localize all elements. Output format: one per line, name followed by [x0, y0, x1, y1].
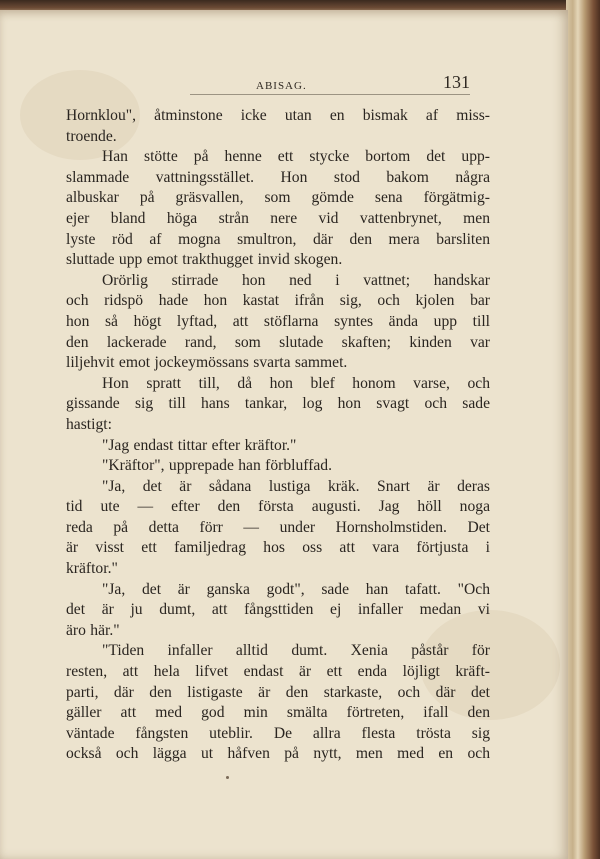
body-text [66, 106, 490, 765]
text-line: väntade fångsten uteblir. De allra flesta trösta sig [66, 724, 490, 742]
text-line: "Ja, det är sådana lustiga kräk. Snart är deras [102, 477, 490, 495]
text-line: Orörlig stirrade hon ned i vattnet; handskar [102, 271, 490, 289]
text-line: ejer bland höga strån nere vid vattenbrynet, men [66, 209, 490, 227]
text-line: slammade vattningsstället. Hon stod bakom några [66, 168, 490, 186]
text-line: albuskar på gräsvallen, som gömde sena förgätmig- [66, 189, 490, 207]
text-line: "Kräftor", upprepade han förbluffad. [102, 457, 333, 475]
text-line: Hornklou", åtminstone icke utan en bismak af miss- [66, 107, 490, 124]
text-line: Han stötte på henne ett stycke bortom det upp- [102, 148, 490, 166]
text-line: hon så högt lyftad, att stöflarna syntes ända upp till [66, 312, 490, 330]
text-line: parti, där den listigaste är den starkaste, och där det [66, 683, 490, 701]
running-head: ABISAG. [256, 80, 307, 92]
text-line: och ridspö hade hon kastat ifrån sig, och kjolen bar [66, 292, 490, 310]
text-line: den lackerade rand, som slutade skaften; kinden var [66, 333, 490, 351]
text-line: troende. [66, 127, 117, 145]
text-line: lyste röd af mogna smultron, där den mera barsliten [66, 230, 490, 248]
header-rule [190, 94, 470, 95]
text-line: resten, att hela lifvet endast är ett enda löjligt kräft- [66, 663, 490, 681]
text-line: kräftor." [66, 560, 118, 578]
page-header [66, 72, 470, 96]
text-line: "Ja, det är ganska godt", sade han tafatt. "Och [102, 580, 490, 598]
ink-speck [226, 776, 229, 779]
text-line: gissande sig till hans tankar, log hon svagt och sade [66, 395, 490, 413]
text-line: Hon spratt till, då hon blef honom varse, och [102, 374, 490, 392]
text-line: "Jag endast tittar efter kräftor." [102, 436, 297, 454]
text-line: det är ju dumt, att fångsttiden ej infaller medan vi [66, 601, 490, 619]
text-line: gäller att med god min smälta förtreten, ifall den [66, 704, 490, 722]
book-page-edges [566, 0, 600, 859]
text-line: reda på detta förr — under Hornsholmstiden. Det [66, 518, 490, 536]
text-line: hastigt: [66, 415, 112, 433]
text-line: sluttade upp emot trakthugget invid skogen. [66, 251, 343, 269]
text-line: "Tiden infaller alltid dumt. Xenia påstår för [102, 642, 490, 660]
text-line: är visst ett familjedrag hos oss att vara förtjusta i [66, 539, 490, 557]
text-line: liljehvit emot jockeymössans svarta sammet. [66, 354, 348, 372]
page-number: 131 [443, 72, 470, 92]
text-line: äro här." [66, 621, 120, 639]
text-line: tid ute — efter den första augusti. Jag höll noga [66, 498, 490, 516]
text-line: också och lägga ut håfven på nytt, men med en och [66, 745, 490, 763]
